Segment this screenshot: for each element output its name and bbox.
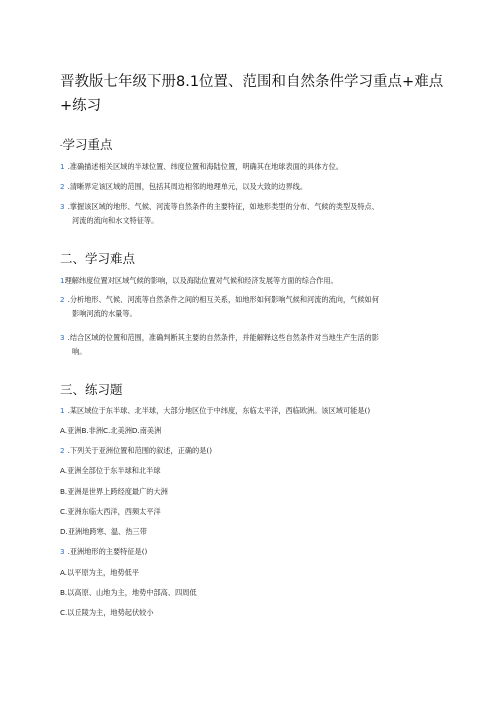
section-heading-difficulties: 二、学习难点 <box>60 251 136 266</box>
key-point-1: 1 .准确描述相关区域的半球位置、纬度位置和海陆位置，明确其在地球表面的具体方位。 <box>60 162 343 171</box>
section-heading-key-points: -学习重点 <box>60 137 113 152</box>
question-2-option-c: C.亚洲东临大西洋，西频太平洋 <box>60 507 161 516</box>
difficulty-3: 3 .结合区域的位置和范围，准确判断其主要的自然条件，并能解释这些自然条件对当地生产生活的影 响。 <box>60 333 379 356</box>
question-3-option-a: A.以平原为主，地势低平 <box>60 568 139 577</box>
section-heading-exercises: 三、练习题 <box>60 382 123 397</box>
question-1-options: A.亚洲B.非洲C.北美洲D.南美洲 <box>60 426 162 435</box>
key-point-3: 3 .掌握该区域的地形、气候、河流等自然条件的主要特征，如地形类型的分布、气候的类型及特点、 河流的流向和水文特征等。 <box>60 202 379 225</box>
difficulty-2: 2 .分析地形、气候、河流等自然条件之间的相互关系，如地形如何影响气候和河流的流向，气候如何 影响河流的水量等。 <box>60 295 379 318</box>
key-point-2: 2 .清晰界定该区域的范围，包括其周边相邻的地理单元，以及大致的边界线。 <box>60 182 308 191</box>
question-1: 1 .某区域位于东半球、北半球，大部分地区位于中纬度，东临太平洋，西临欧洲。该区域可能是() <box>60 406 371 415</box>
heading-marker: - <box>60 141 63 150</box>
question-3: 3 .亚洲地形的主要特征是() <box>60 547 148 556</box>
question-2-option-b: B.亚洲是世界上跨经度最广的大洲 <box>60 487 168 496</box>
title-line-1: 晋教版七年级下册8.1位置、范围和自然条件学习重点+难点 <box>60 74 444 90</box>
question-3-option-b: B.以高原、山地为主，地势中部高、四周低 <box>60 588 197 597</box>
difficulty-1: 1理解纬度位置对区域气候的影响，以及海陆位置对气候和经济发展等方面的综合作用。 <box>60 276 338 285</box>
question-2-option-a: A.亚洲全部位于东半球和北半球 <box>60 466 161 475</box>
question-3-option-c: C.以丘陵为主，地势起伏较小 <box>60 608 154 617</box>
question-2: 2 .下列关于亚洲位置和范围的叙述，正确的是() <box>60 446 213 455</box>
question-2-option-d: D.亚洲地跨寒、温、热三带 <box>60 527 147 536</box>
document-title <box>60 70 452 118</box>
title-line-2: +练习 <box>60 98 102 114</box>
